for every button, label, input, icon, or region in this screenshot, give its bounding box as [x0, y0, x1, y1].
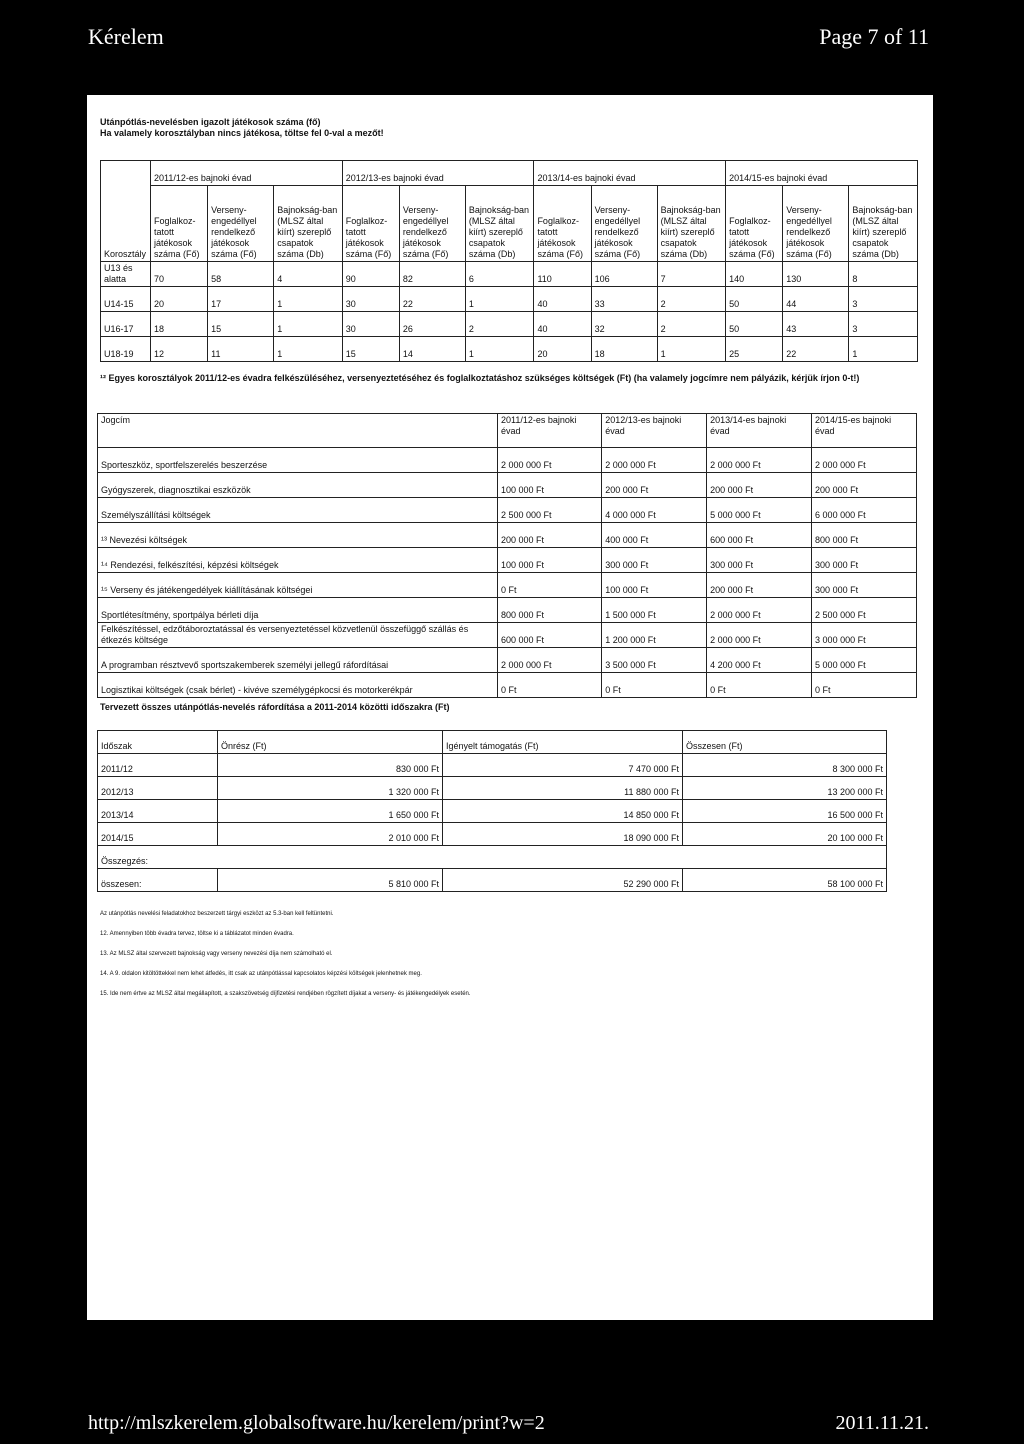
cost-value: 0 Ft	[602, 673, 707, 698]
summary-own: 1 650 000 Ft	[218, 800, 443, 823]
cost-value: 100 000 Ft	[602, 573, 707, 598]
cost-row	[98, 673, 917, 698]
subheader: Verseny-engedéllyel rendelkező játékosok száma (Fő)	[208, 186, 274, 262]
age-cell: 15	[208, 312, 274, 337]
age-cell: 110	[534, 262, 591, 287]
cost-label: Gyógyszerek, diagnosztikai eszközök	[98, 473, 498, 498]
cost-header: Jogcím	[98, 414, 498, 448]
summary-requested: 14 850 000 Ft	[443, 800, 683, 823]
cost-value: 5 000 000 Ft	[812, 648, 917, 673]
cost-row	[98, 573, 917, 598]
age-cell: 4	[274, 262, 343, 287]
age-cell: 22	[399, 287, 465, 312]
cost-table	[97, 413, 917, 698]
cost-value: 2 000 000 Ft	[707, 598, 812, 623]
age-cell: 1	[849, 337, 918, 362]
cost-label: Felkészítéssel, edzőtáboroztatással és versenyeztetéssel közvetlenül összefüggő szállás és étkezés költsége	[98, 623, 498, 648]
summary-header: Önrész (Ft)	[218, 731, 443, 754]
age-cell: 14	[399, 337, 465, 362]
section1-title: Utánpótlás-nevelésben igazolt játékosok száma (fő)	[100, 117, 321, 127]
subheader: Foglalkoz-tatott játékosok száma (Fő)	[726, 186, 783, 262]
season-header: 2012/13-es bajnoki évad	[342, 161, 534, 186]
summary-total: 8 300 000 Ft	[683, 754, 887, 777]
age-cell: 3	[849, 312, 918, 337]
cost-label: ¹³ Nevezési költségek	[98, 523, 498, 548]
age-cell: 17	[208, 287, 274, 312]
cost-value: 4 000 000 Ft	[602, 498, 707, 523]
age-cell: 3	[849, 287, 918, 312]
cost-label: Sporteszköz, sportfelszerelés beszerzése	[98, 448, 498, 473]
cost-row	[98, 448, 917, 473]
cost-value: 5 000 000 Ft	[707, 498, 812, 523]
footnote: 14. A 9. oldalon kitöltöttekkel nem lehet átfedés, itt csak az utánpótlással kapcsolatos képzési költségek jelenhetnek meg.	[100, 971, 422, 977]
summary-own: 2 010 000 Ft	[218, 823, 443, 846]
age-cell: 30	[342, 287, 399, 312]
subheader: Bajnokság-ban (MLSZ által kiírt) szereplő csapatok száma (Db)	[657, 186, 726, 262]
subheader: Verseny-engedéllyel rendelkező játékosok száma (Fő)	[399, 186, 465, 262]
subheader: Bajnokság-ban (MLSZ által kiírt) szereplő csapatok száma (Db)	[274, 186, 343, 262]
cost-label: A programban résztvevő sportszakemberek személyi jellegű ráfordításai	[98, 648, 498, 673]
browser-title: Kérelem	[88, 24, 164, 49]
cost-row	[98, 598, 917, 623]
summary-header: Időszak	[98, 731, 218, 754]
cost-value: 2 000 000 Ft	[707, 448, 812, 473]
cost-value: 3 500 000 Ft	[602, 648, 707, 673]
age-cell: 20	[534, 337, 591, 362]
cost-row	[98, 523, 917, 548]
age-cell: 70	[151, 262, 208, 287]
cost-value: 0 Ft	[812, 673, 917, 698]
total-period: összesen:	[98, 869, 218, 892]
subheader: Foglalkoz-tatott játékosok száma (Fő)	[151, 186, 208, 262]
cost-label: Logisztikai költségek (csak bérlet) - kivéve személygépkocsi és motorkerékpár	[98, 673, 498, 698]
season-header: 2011/12-es bajnoki évad	[151, 161, 343, 186]
cost-value: 2 500 000 Ft	[812, 598, 917, 623]
cost-header: 2014/15-es bajnoki évad	[812, 414, 917, 448]
cost-value: 2 500 000 Ft	[498, 498, 602, 523]
cost-value: 400 000 Ft	[602, 523, 707, 548]
subheader: Verseny-engedéllyel rendelkező játékosok száma (Fő)	[591, 186, 657, 262]
age-cell: 22	[783, 337, 849, 362]
section2-title: ¹² Egyes korosztályok 2011/12-es évadra felkészüléséhez, versenyeztetéséhez és foglalkoztatáshoz szükséges költségek (Ft) (ha valamely jogcímre nem pályázik, kérjük írjon 0-t!)	[100, 373, 860, 383]
cost-header: 2012/13-es bajnoki évad	[602, 414, 707, 448]
age-cell: 6	[465, 262, 534, 287]
footnote: 15. Ide nem értve az MLSZ által megállapított, a szakszövetség díjfizetési rendjében rögzített díjakat a verseny- és játékengedélyek esetén.	[100, 991, 471, 997]
total-sum: 58 100 000 Ft	[683, 869, 887, 892]
age-cell: 26	[399, 312, 465, 337]
age-cell: 90	[342, 262, 399, 287]
cost-row	[98, 473, 917, 498]
cost-label: ¹⁴ Rendezési, felkészítési, képzési költségek	[98, 548, 498, 573]
section1-subtitle: Ha valamely korosztályban nincs játékosa, töltse fel 0-val a mezőt!	[100, 128, 384, 138]
cost-value: 3 000 000 Ft	[812, 623, 917, 648]
age-cell: 18	[151, 312, 208, 337]
subheader: Bajnokság-ban (MLSZ által kiírt) szereplő csapatok száma (Db)	[849, 186, 918, 262]
cost-value: 300 000 Ft	[602, 548, 707, 573]
cost-row	[98, 498, 917, 523]
cost-row	[98, 548, 917, 573]
age-cell: 15	[342, 337, 399, 362]
age-cell: 1	[274, 287, 343, 312]
summary-row	[98, 823, 887, 846]
cost-value: 2 000 000 Ft	[707, 623, 812, 648]
age-cell: 1	[465, 287, 534, 312]
cost-value: 800 000 Ft	[812, 523, 917, 548]
age-cell: 2	[465, 312, 534, 337]
age-cell: 8	[849, 262, 918, 287]
cost-row	[98, 648, 917, 673]
age-group-label: U13 és alatta	[101, 262, 151, 287]
cost-value: 2 000 000 Ft	[498, 648, 602, 673]
cost-value: 0 Ft	[498, 673, 602, 698]
cost-value: 200 000 Ft	[707, 473, 812, 498]
age-cell: 140	[726, 262, 783, 287]
cost-value: 1 500 000 Ft	[602, 598, 707, 623]
cost-row	[98, 623, 917, 648]
cost-label: ¹⁵ Verseny és játékengedélyek kiállításának költségei	[98, 573, 498, 598]
summary-period: 2011/12	[98, 754, 218, 777]
cost-value: 200 000 Ft	[812, 473, 917, 498]
summary-own: 830 000 Ft	[218, 754, 443, 777]
age-cell: 40	[534, 287, 591, 312]
age-group-label: U18-19	[101, 337, 151, 362]
section3-title: Tervezett összes utánpótlás-nevelés ráfordítása a 2011-2014 közötti időszakra (Ft)	[100, 702, 450, 712]
cost-value: 200 000 Ft	[707, 573, 812, 598]
age-cell: 20	[151, 287, 208, 312]
age-cell: 1	[657, 337, 726, 362]
subheader: Foglalkoz-tatott játékosok száma (Fő)	[534, 186, 591, 262]
summary-header: Összesen (Ft)	[683, 731, 887, 754]
cost-value: 600 000 Ft	[498, 623, 602, 648]
age-cell: 12	[151, 337, 208, 362]
age-cell: 2	[657, 312, 726, 337]
age-row	[101, 337, 918, 362]
cost-value: 100 000 Ft	[498, 473, 602, 498]
age-cell: 2	[657, 287, 726, 312]
cost-value: 0 Ft	[498, 573, 602, 598]
age-group-corner: Korosztály	[101, 161, 151, 262]
cost-value: 800 000 Ft	[498, 598, 602, 623]
age-cell: 82	[399, 262, 465, 287]
age-cell: 1	[274, 337, 343, 362]
cost-value: 2 000 000 Ft	[602, 448, 707, 473]
age-cell: 25	[726, 337, 783, 362]
age-cell: 1	[274, 312, 343, 337]
footnote: Az utánpótlás nevelési feladatokhoz beszerzett tárgyi eszközt az 5.3-ban kell feltüntetni.	[100, 911, 334, 917]
cost-value: 4 200 000 Ft	[707, 648, 812, 673]
age-cell: 32	[591, 312, 657, 337]
cost-value: 300 000 Ft	[812, 548, 917, 573]
print-date: 2011.11.21.	[835, 1412, 929, 1434]
season-header: 2013/14-es bajnoki évad	[534, 161, 726, 186]
summary-requested: 7 470 000 Ft	[443, 754, 683, 777]
summary-period: 2014/15	[98, 823, 218, 846]
age-cell: 18	[591, 337, 657, 362]
cost-value: 0 Ft	[707, 673, 812, 698]
total-requested: 52 290 000 Ft	[443, 869, 683, 892]
cost-header: 2011/12-es bajnoki évad	[498, 414, 602, 448]
cost-value: 2 000 000 Ft	[498, 448, 602, 473]
summary-row	[98, 800, 887, 823]
cost-label: Sportlétesítmény, sportpálya bérleti díja	[98, 598, 498, 623]
age-cell: 106	[591, 262, 657, 287]
cost-label: Személyszállítási költségek	[98, 498, 498, 523]
age-cell: 44	[783, 287, 849, 312]
summary-period: 2012/13	[98, 777, 218, 800]
cost-value: 6 000 000 Ft	[812, 498, 917, 523]
age-cell: 50	[726, 287, 783, 312]
cost-value: 1 200 000 Ft	[602, 623, 707, 648]
cost-value: 300 000 Ft	[707, 548, 812, 573]
summary-table	[97, 730, 887, 892]
footnote: 12. Amennyiben több évadra tervez, töltse ki a táblázatot minden évadra.	[100, 931, 294, 937]
season-header: 2014/15-es bajnoki évad	[726, 161, 918, 186]
age-cell: 30	[342, 312, 399, 337]
age-row	[101, 312, 918, 337]
summary-total: 13 200 000 Ft	[683, 777, 887, 800]
subheader: Verseny-engedéllyel rendelkező játékosok száma (Fő)	[783, 186, 849, 262]
summary-requested: 11 880 000 Ft	[443, 777, 683, 800]
age-cell: 1	[465, 337, 534, 362]
age-cell: 33	[591, 287, 657, 312]
age-group-label: U14-15	[101, 287, 151, 312]
summary-total: 16 500 000 Ft	[683, 800, 887, 823]
cost-value: 200 000 Ft	[602, 473, 707, 498]
summary-row	[98, 777, 887, 800]
page-indicator: Page 7 of 11	[819, 24, 929, 49]
total-own: 5 810 000 Ft	[218, 869, 443, 892]
age-cell: 130	[783, 262, 849, 287]
cost-value: 600 000 Ft	[707, 523, 812, 548]
age-group-table	[100, 160, 918, 362]
summary-own: 1 320 000 Ft	[218, 777, 443, 800]
summary-row	[98, 754, 887, 777]
summary-total: 20 100 000 Ft	[683, 823, 887, 846]
age-cell: 58	[208, 262, 274, 287]
age-cell: 11	[208, 337, 274, 362]
cost-value: 100 000 Ft	[498, 548, 602, 573]
summary-label: Összegzés:	[98, 846, 887, 869]
age-row	[101, 262, 918, 287]
cost-header: 2013/14-es bajnoki évad	[707, 414, 812, 448]
cost-value: 2 000 000 Ft	[812, 448, 917, 473]
subheader: Bajnokság-ban (MLSZ által kiírt) szereplő csapatok száma (Db)	[465, 186, 534, 262]
summary-header: Igényelt támogatás (Ft)	[443, 731, 683, 754]
age-cell: 43	[783, 312, 849, 337]
age-cell: 40	[534, 312, 591, 337]
summary-period: 2013/14	[98, 800, 218, 823]
cost-value: 300 000 Ft	[812, 573, 917, 598]
age-group-label: U16-17	[101, 312, 151, 337]
footnote: 13. Az MLSZ által szervezett bajnokság vagy verseny nevezési díja nem számolható el.	[100, 951, 333, 957]
page-url: http://mlszkerelem.globalsoftware.hu/kerelem/print?w=2	[88, 1412, 545, 1434]
summary-requested: 18 090 000 Ft	[443, 823, 683, 846]
age-cell: 7	[657, 262, 726, 287]
age-row	[101, 287, 918, 312]
subheader: Foglalkoz-tatott játékosok száma (Fő)	[342, 186, 399, 262]
age-cell: 50	[726, 312, 783, 337]
printed-page	[87, 95, 933, 1320]
cost-value: 200 000 Ft	[498, 523, 602, 548]
